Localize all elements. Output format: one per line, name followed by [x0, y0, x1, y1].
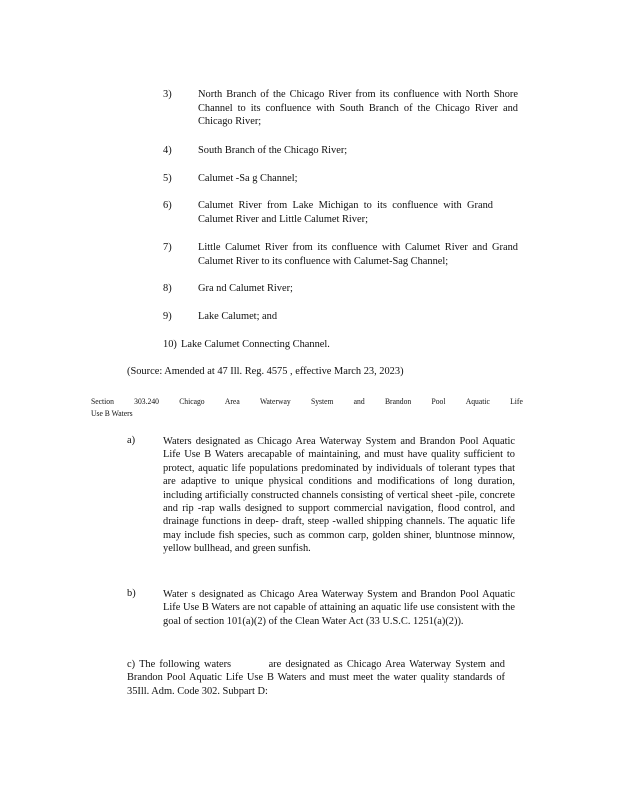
list-item-text: Calumet -Sa g Channel;: [198, 173, 298, 184]
section-heading: [91, 396, 523, 419]
list-item-number: 9): [163, 311, 172, 322]
list-item: [163, 172, 518, 186]
list-item: [163, 241, 518, 268]
list-item-number: 3): [163, 89, 172, 100]
list-item-text: South Branch of the Chicago River;: [198, 145, 348, 156]
section-title-word: System: [310, 397, 334, 406]
list-item-number: 4): [163, 145, 172, 156]
list-item-number: 10): [163, 339, 177, 350]
section-title-line2: Use B Waters: [91, 408, 133, 418]
section-label: Section: [91, 397, 114, 406]
section-title-word: Life: [510, 397, 523, 406]
list-item: [163, 88, 518, 129]
list-item-number: 7): [163, 242, 172, 253]
list-item-text: Calumet River from Lake Michigan to its confluence with Grand Calumet River and Little Calumet River;: [198, 200, 493, 225]
list-item-text: Lake Calumet; and: [198, 311, 278, 322]
paragraph-text: are designated as Chicago Area Waterway System and Brandon Pool Aquatic Life Use B Waters and must meet the water quality standards of 35Ill. Adm. Code 302. Subpart D:: [127, 659, 505, 697]
list-item-text: Gra nd Calumet River;: [198, 283, 293, 294]
list-item: [163, 199, 493, 226]
paragraph-c: [127, 658, 505, 698]
list-item: [163, 282, 518, 296]
list-item-number: 8): [163, 283, 172, 294]
section-title-word: and: [353, 397, 365, 406]
list-item: [163, 310, 518, 324]
list-item: [163, 144, 518, 158]
paragraph-label: c): [127, 659, 136, 670]
paragraph-lead: The following waters: [139, 659, 232, 670]
list-item-number: 5): [163, 173, 172, 184]
paragraph-label: a): [127, 435, 136, 446]
list-item-text: Little Calumet River from its confluence with Calumet River and Grand Calumet River to its confluence with Calumet-Sag Channel;: [198, 242, 518, 267]
paragraph-text: Water s designated as Chicago Area Waterway System and Brandon Pool Aquatic Life Use B Waters are not capable of attaining an aquatic life use consistent with the goal of section 101(a)(2) of the Clean Water Act (33 U.S.C. 1251(a)(2)).: [163, 589, 515, 627]
list-item-text: Lake Calumet Connecting Channel.: [181, 339, 330, 350]
section-title-word: Waterway: [259, 397, 291, 406]
section-number: 303.240: [134, 397, 159, 406]
list-item-number: 6): [163, 200, 172, 211]
section-title-word: Pool: [431, 397, 446, 406]
source-note: (Source: Amended at 47 Ill. Reg. 4575 , effective March 23, 2023): [127, 366, 404, 377]
paragraph-label: b): [127, 588, 136, 599]
section-title-word: Aquatic: [465, 397, 490, 406]
paragraph-text: Waters designated as Chicago Area Waterway System and Brandon Pool Aquatic Life Use B Waters arecapable of maintaining, and must have quality sufficient to protect, aquatic life populations predominated by individuals of tolerant types that are adaptive to unique physical conditions and modifications of long duration, including artificially constructed channels consisting of vertical sheet -pile, concrete and rip -rap walls designed to support commercial navigation, flood control, and drainage functions in deep- draft, steep -walled shipping channels. The aquatic life may include fish species, such as common carp, golden shiner, bluntnose minnow, yellow bullhead, and green sunfish.: [163, 436, 515, 555]
list-item: [163, 338, 518, 352]
list-item-text: North Branch of the Chicago River from its confluence with North Shore Channel to its confluence with South Branch of the Chicago River and Chicago River;: [198, 89, 518, 128]
section-title-word: Area: [224, 397, 240, 406]
section-title-word: Brandon: [384, 397, 412, 406]
section-title-word: Chicago: [179, 397, 205, 406]
